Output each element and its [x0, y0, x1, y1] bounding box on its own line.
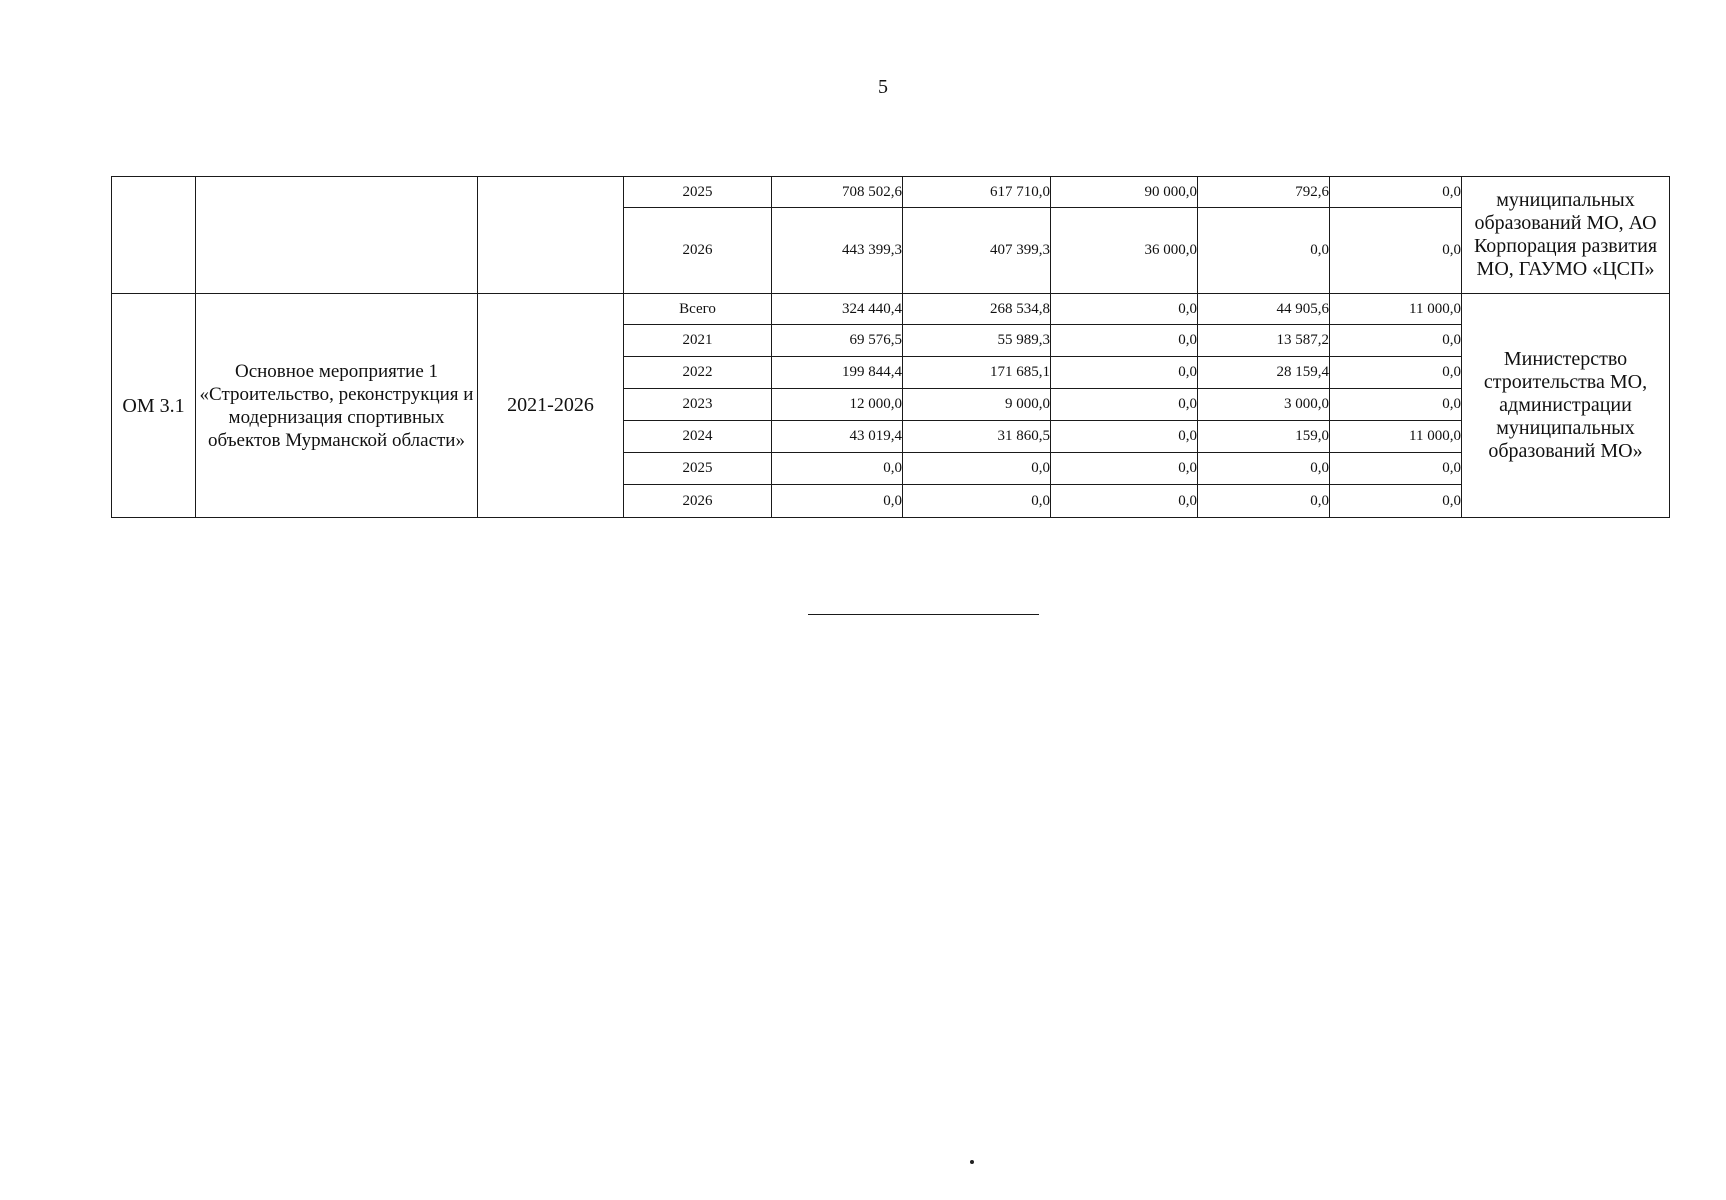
value-cell: 0,0	[1051, 294, 1198, 325]
value-cell: 0,0	[1051, 421, 1198, 453]
name-cell-empty	[196, 177, 478, 294]
value-cell: 36 000,0	[1051, 208, 1198, 294]
total-cell: 708 502,6	[772, 177, 903, 208]
total-cell: 199 844,4	[772, 357, 903, 389]
year-cell: 2024	[624, 421, 772, 453]
total-cell: 324 440,4	[772, 294, 903, 325]
value-cell: 0,0	[1330, 208, 1462, 294]
value-cell: 0,0	[1330, 453, 1462, 485]
value-cell: 90 000,0	[1051, 177, 1198, 208]
value-cell: 11 000,0	[1330, 421, 1462, 453]
measure-period: 2021-2026	[478, 294, 624, 518]
total-cell: 12 000,0	[772, 389, 903, 421]
end-of-document-rule	[808, 614, 1039, 615]
value-cell: 0,0	[1330, 485, 1462, 518]
value-cell: 13 587,2	[1198, 325, 1330, 357]
value-cell: 3 000,0	[1198, 389, 1330, 421]
value-cell: 0,0	[1330, 389, 1462, 421]
total-cell: 0,0	[772, 453, 903, 485]
value-cell: 0,0	[1330, 357, 1462, 389]
value-cell: 0,0	[1198, 485, 1330, 518]
total-cell: 69 576,5	[772, 325, 903, 357]
value-cell: 171 685,1	[903, 357, 1051, 389]
executors-cell: Министерство строительства МО, администрации муниципальных образований МО»	[1462, 294, 1670, 518]
year-cell: 2021	[624, 325, 772, 357]
year-cell: 2026	[624, 208, 772, 294]
value-cell: 28 159,4	[1198, 357, 1330, 389]
value-cell: 0,0	[1051, 357, 1198, 389]
scan-dot	[970, 1160, 974, 1164]
year-cell: Всего	[624, 294, 772, 325]
executors-cell: муниципальных образований МО, АО Корпорация развития МО, ГАУМО «ЦСП»	[1462, 177, 1670, 294]
value-cell: 0,0	[1198, 453, 1330, 485]
value-cell: 44 905,6	[1198, 294, 1330, 325]
year-cell: 2025	[624, 453, 772, 485]
value-cell: 159,0	[1198, 421, 1330, 453]
value-cell: 0,0	[1051, 485, 1198, 518]
year-cell: 2023	[624, 389, 772, 421]
value-cell: 0,0	[1051, 389, 1198, 421]
year-cell: 2025	[624, 177, 772, 208]
code-cell-empty	[112, 177, 196, 294]
value-cell: 11 000,0	[1330, 294, 1462, 325]
total-cell: 443 399,3	[772, 208, 903, 294]
value-cell: 268 534,8	[903, 294, 1051, 325]
value-cell: 792,6	[1198, 177, 1330, 208]
year-cell: 2026	[624, 485, 772, 518]
table-row	[112, 177, 1670, 208]
measure-code: ОМ 3.1	[112, 294, 196, 518]
value-cell: 617 710,0	[903, 177, 1051, 208]
period-cell-empty	[478, 177, 624, 294]
measure-name: Основное мероприятие 1 «Строительство, реконструкция и модернизация спортивных объектов Мурманской области»	[196, 294, 478, 518]
value-cell: 31 860,5	[903, 421, 1051, 453]
year-cell: 2022	[624, 357, 772, 389]
financing-table	[111, 176, 1670, 518]
value-cell: 0,0	[1330, 325, 1462, 357]
value-cell: 9 000,0	[903, 389, 1051, 421]
page-number: 5	[878, 76, 888, 98]
value-cell: 0,0	[1051, 325, 1198, 357]
value-cell: 0,0	[1051, 453, 1198, 485]
total-cell: 0,0	[772, 485, 903, 518]
value-cell: 0,0	[1198, 208, 1330, 294]
value-cell: 0,0	[903, 485, 1051, 518]
value-cell: 0,0	[1330, 177, 1462, 208]
value-cell: 0,0	[903, 453, 1051, 485]
value-cell: 407 399,3	[903, 208, 1051, 294]
value-cell: 55 989,3	[903, 325, 1051, 357]
total-cell: 43 019,4	[772, 421, 903, 453]
table-row	[112, 294, 1670, 325]
